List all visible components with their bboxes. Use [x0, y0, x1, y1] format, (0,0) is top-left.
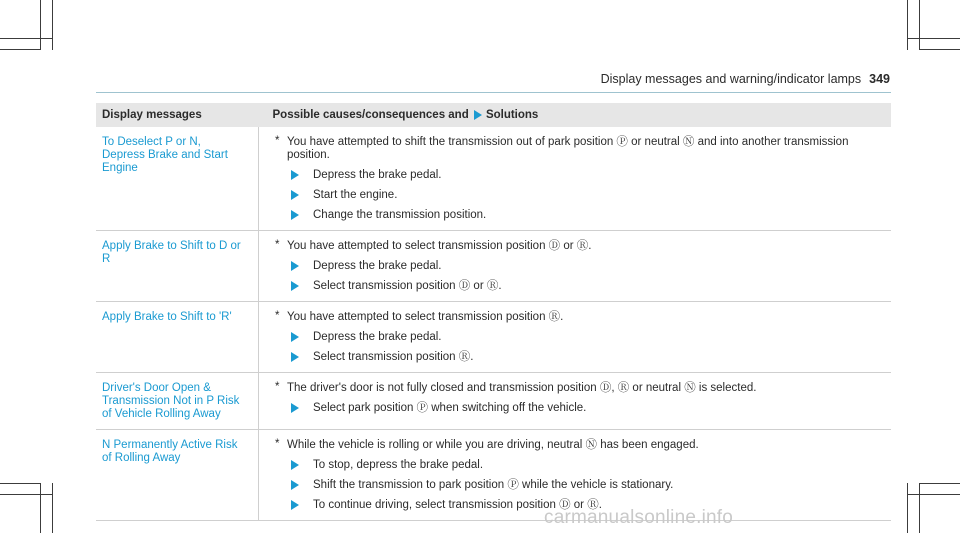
crop-mark	[919, 49, 960, 50]
cause-marker: *	[275, 381, 280, 393]
arrow-right-icon	[291, 332, 299, 342]
crop-mark	[52, 483, 53, 533]
cause-text-content: While the vehicle is rolling or while you are driving, neutral Ⓝ has been engaged.	[287, 439, 699, 451]
solution-step-text: To continue driving, select transmission position Ⓓ or Ⓡ.	[313, 499, 602, 511]
cause-and-solution	[259, 302, 892, 373]
display-message: N Permanently Active Risk of Rolling Away	[96, 430, 259, 521]
arrow-right-icon	[291, 170, 299, 180]
solution-step-text: Depress the brake pedal.	[313, 260, 442, 272]
crop-mark	[919, 483, 920, 533]
display-message: Driver's Door Open & Transmission Not in P Risk of Vehicle Rolling Away	[96, 373, 259, 430]
crop-mark	[919, 0, 920, 50]
cause-and-solution	[259, 127, 892, 231]
table-row	[96, 430, 891, 521]
display-message: To Deselect P or N, Depress Brake and Start Engine	[96, 127, 259, 231]
cause-text-content: You have attempted to select transmission position Ⓡ.	[287, 311, 564, 323]
arrow-right-icon	[291, 210, 299, 220]
table-row	[96, 231, 891, 302]
col-header-solutions: Solutions	[485, 109, 539, 121]
solution-step-text: To stop, depress the brake pedal.	[313, 459, 484, 471]
crop-mark	[52, 0, 53, 50]
arrow-right-icon	[291, 403, 299, 413]
arrow-right-icon	[291, 460, 299, 470]
solution-step	[275, 351, 885, 364]
cause-marker: *	[275, 310, 280, 322]
solution-step	[275, 189, 885, 202]
table-row	[96, 373, 891, 430]
arrow-right-icon	[291, 261, 299, 271]
solution-step	[275, 402, 885, 415]
solution-step-text: Select transmission position Ⓓ or Ⓡ.	[313, 280, 502, 292]
cause-text	[275, 311, 885, 324]
cause-text-content: The driver's door is not fully closed and transmission position Ⓓ, Ⓡ or neutral Ⓝ is selected.	[287, 382, 757, 394]
cause-marker: *	[275, 438, 280, 450]
crop-mark	[907, 0, 908, 50]
crop-mark	[0, 494, 53, 495]
table-row	[96, 127, 891, 231]
solution-step	[275, 331, 885, 344]
arrow-right-icon	[291, 352, 299, 362]
cause-marker: *	[275, 239, 280, 251]
cause-text-content: You have attempted to shift the transmission out of park position Ⓟ or neutral Ⓝ and into another transmission position.	[287, 136, 849, 161]
table-body	[96, 127, 891, 521]
crop-mark	[40, 483, 41, 533]
cause-text	[275, 136, 885, 162]
arrow-right-icon	[291, 500, 299, 510]
crop-mark	[0, 483, 41, 484]
cause-and-solution	[259, 231, 892, 302]
solution-step-text: Change the transmission position.	[313, 209, 487, 221]
crop-mark	[907, 38, 960, 39]
solution-step	[275, 459, 885, 472]
cause-marker: *	[275, 135, 280, 147]
arrow-right-icon	[291, 480, 299, 490]
solution-step-text: Select transmission position Ⓡ.	[313, 351, 474, 363]
solution-step-text: Select park position Ⓟ when switching off the vehicle.	[313, 402, 587, 414]
arrow-right-icon	[474, 110, 482, 120]
arrow-right-icon	[291, 281, 299, 291]
cause-text	[275, 439, 885, 452]
solution-step-text: Depress the brake pedal.	[313, 331, 442, 343]
col-header-causes	[259, 103, 892, 127]
crop-mark	[907, 483, 908, 533]
crop-mark	[40, 0, 41, 50]
cause-text	[275, 382, 885, 395]
solution-step-text: Depress the brake pedal.	[313, 169, 442, 181]
col-header-causes-text: Possible causes/consequences and	[272, 109, 469, 121]
crop-mark	[919, 483, 960, 484]
table-row	[96, 302, 891, 373]
solution-step	[275, 169, 885, 182]
page-number: 349	[869, 72, 890, 86]
solution-step-text: Shift the transmission to park position Ⓟ while the vehicle is stationary.	[313, 479, 674, 491]
watermark: carmanualsonline.info	[544, 507, 734, 528]
crop-mark	[907, 494, 960, 495]
cause-and-solution	[259, 373, 892, 430]
solution-step	[275, 209, 885, 222]
header-rule	[96, 92, 891, 93]
solution-step	[275, 280, 885, 293]
arrow-right-icon	[291, 190, 299, 200]
display-message: Apply Brake to Shift to D or R	[96, 231, 259, 302]
solution-step	[275, 260, 885, 273]
display-messages-table	[96, 103, 891, 521]
display-message: Apply Brake to Shift to 'R'	[96, 302, 259, 373]
solution-step	[275, 479, 885, 492]
cause-text	[275, 240, 885, 253]
table-header-row	[96, 103, 891, 127]
cause-text-content: You have attempted to select transmission position Ⓓ or Ⓡ.	[287, 240, 592, 252]
crop-mark	[0, 49, 41, 50]
header-title: Display messages and warning/indicator lamps	[600, 72, 862, 86]
solution-step-text: Start the engine.	[313, 189, 398, 201]
crop-mark	[0, 38, 53, 39]
running-header	[601, 72, 890, 86]
col-header-messages: Display messages	[96, 103, 259, 127]
